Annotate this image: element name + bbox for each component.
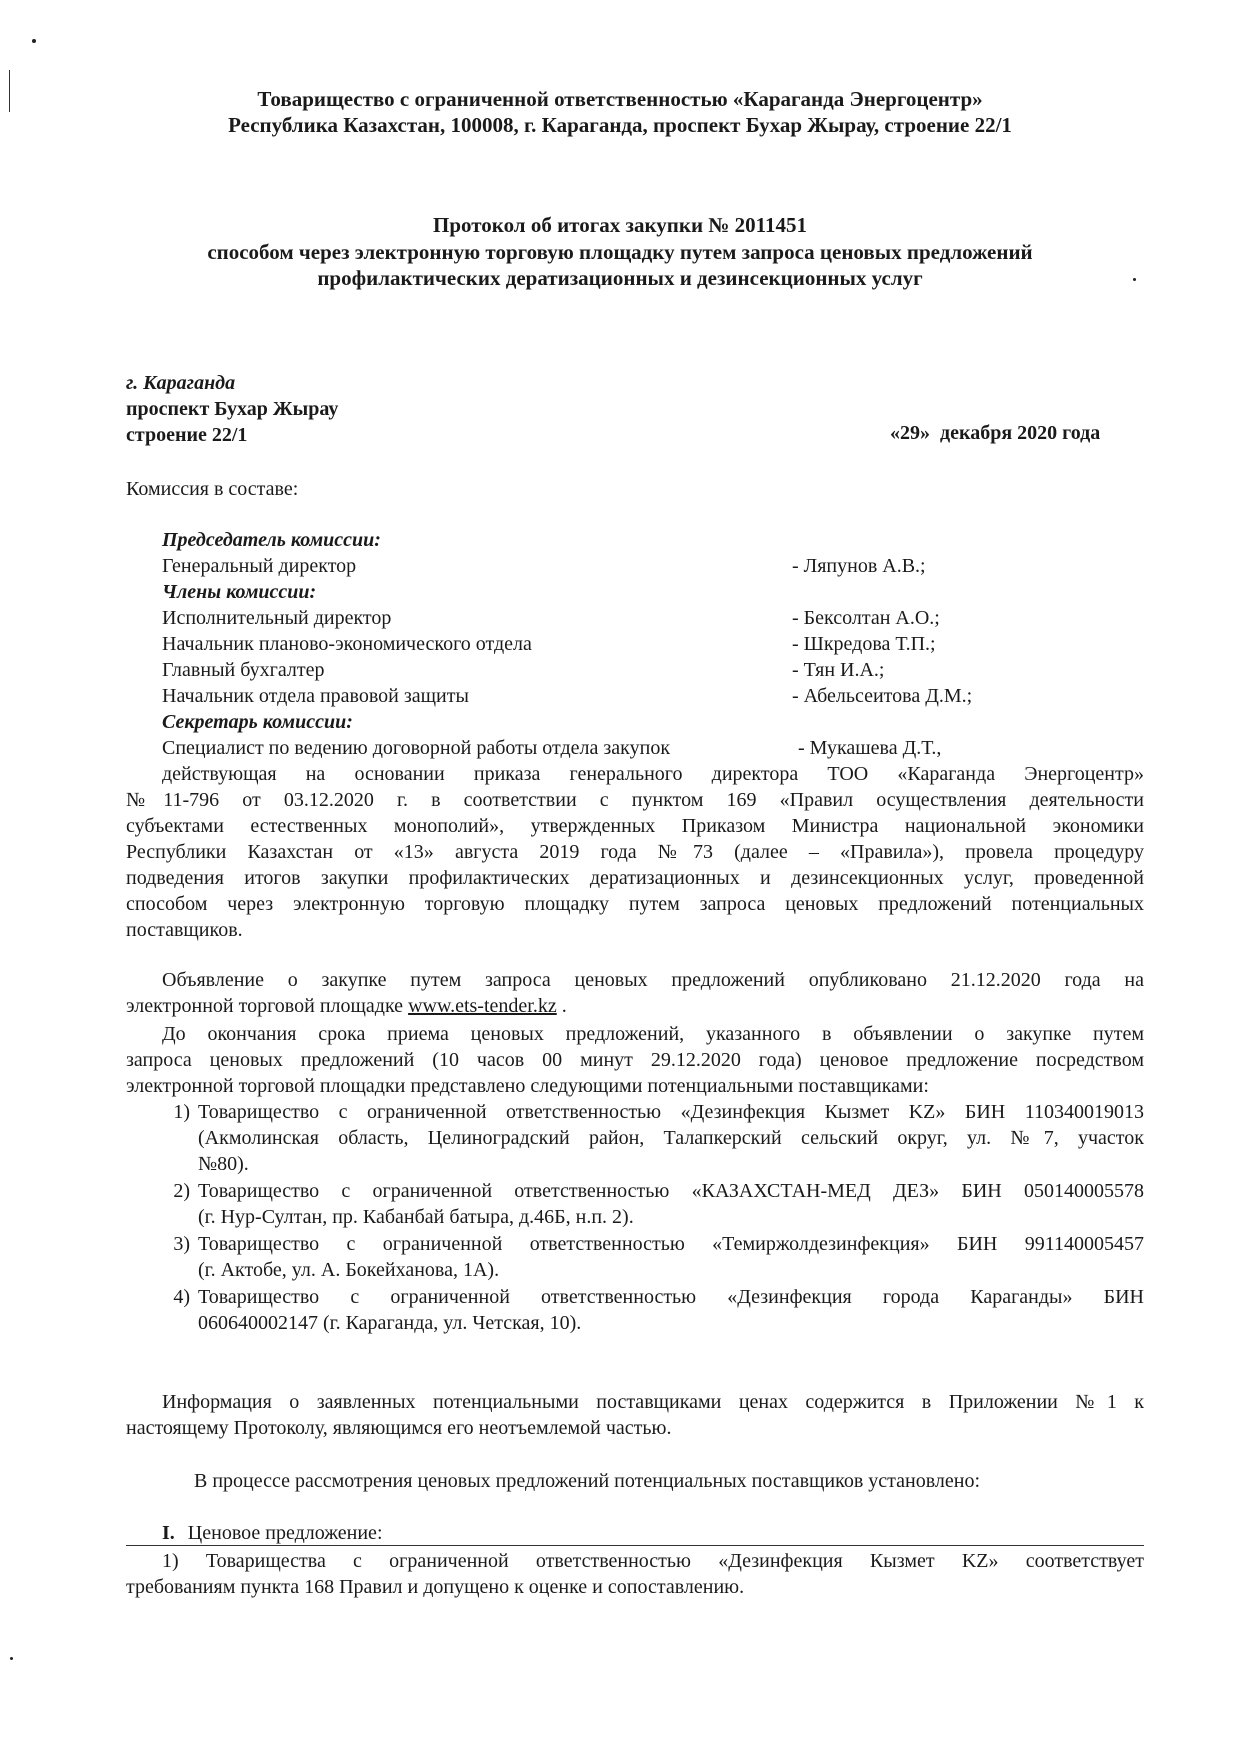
commission-member-position: Исполнительный директор: [162, 607, 392, 629]
supplier-line: (г. Нур-Султан, пр. Кабанбай батыра, д.46Б, н.п. 2).: [198, 1206, 634, 1228]
paragraph-line: субъектами естественных монополий», утвержденных Приказом Министра национальной экономики: [126, 815, 1144, 837]
scan-speck: [10, 1657, 13, 1660]
list-number: 4): [173, 1286, 190, 1308]
place-city: г. Караганда: [126, 372, 236, 394]
supplier-item: [160, 1178, 1144, 1230]
paragraph-line: Информация о заявленных потенциальными поставщиками ценах содержится в Приложении №1 к: [162, 1391, 1144, 1413]
supplier-item: [160, 1284, 1144, 1336]
announcement-text: электронной торговой площадке: [126, 995, 409, 1017]
commission-member-position: Специалист по ведению договорной работы отдела закупок: [162, 737, 671, 759]
commission-member-name: - Тян И.А.;: [792, 659, 885, 681]
chair-heading: Председатель комиссии:: [162, 529, 381, 551]
supplier-line: 060640002147 (г. Караганда, ул. Четская, 10).: [198, 1312, 582, 1334]
supplier-line: Товарищество с ограниченной ответственностью «Дезинфекция Кызмет KZ» БИН 110340019013: [198, 1101, 1144, 1123]
list-number: 3): [173, 1233, 190, 1255]
commission-member-name: - Мукашева Д.Т.,: [798, 737, 942, 759]
commission-member-position: Главный бухгалтер: [162, 659, 325, 681]
section-numeral: I.: [162, 1522, 175, 1544]
commission-member-position: Генеральный директор: [162, 555, 357, 577]
review-intro: В процессе рассмотрения ценовых предложений потенциальных поставщиков установлено:: [194, 1470, 980, 1492]
commission-member-position: Начальник отдела правовой защиты: [162, 685, 469, 707]
supplier-item: [160, 1231, 1144, 1283]
supplier-line: Товарищество с ограниченной ответственностью «Дезинфекция города Караганды» БИН: [198, 1286, 1144, 1308]
section-rule: [126, 1545, 1144, 1546]
commission-member-name: - Ляпунов А.В.;: [792, 555, 926, 577]
announcement-text: .: [556, 995, 567, 1017]
commission-member-name: - Шкредова Т.П.;: [792, 633, 936, 655]
members-heading: Члены комиссии:: [162, 581, 317, 603]
scan-speck: [32, 39, 36, 43]
commission-member-position: Начальник планово-экономического отдела: [162, 633, 532, 655]
deadline-paragraph: [126, 1021, 1144, 1099]
place-street: проспект Бухар Жырау: [126, 398, 339, 420]
paragraph-line: действующая на основании приказа генерального директора ТОО «Караганда Энергоцентр»: [162, 763, 1144, 785]
ets-tender-link[interactable]: www.ets-tender.kz: [408, 995, 557, 1017]
protocol-subtitle-line: профилактических дератизационных и дезинсекционных услуг: [317, 266, 923, 290]
paragraph-line: поставщиков.: [126, 919, 243, 941]
paragraph-line: настоящему Протоколу, являющимся его неотъемлемой частью.: [126, 1417, 672, 1439]
paragraph-line: №11-796 от 03.12.2020 г. в соответствии с пунктом 169 «Правил осуществления деятельности: [126, 789, 1144, 811]
paragraph-line: электронной торговой площадки представлено следующими потенциальными поставщиками:: [126, 1075, 929, 1097]
paragraph-line: Республики Казахстан от «13» августа 2019 года №73 (далее – «Правила»), провела процедуру: [126, 841, 1144, 863]
paragraph-line: Объявление о закупке путем запроса ценовых предложений опубликовано 21.12.2020 года на: [162, 969, 1144, 991]
protocol-subtitle-line: способом через электронную торговую площадку путем запроса ценовых предложений: [207, 240, 1033, 264]
commission-member-name: - Абельсеитова Д.М.;: [792, 685, 973, 707]
section-heading: [162, 1520, 383, 1546]
section-title: Ценовое предложение:: [187, 1522, 383, 1544]
supplier-line: (Акмолинская область, Целиноградский район, Талапкерский сельский округ, ул. №7, участок: [198, 1127, 1144, 1149]
paragraph-line: запроса ценовых предложений (10 часов 00 минут 29.12.2020 года) ценовое предложение посредством: [126, 1049, 1144, 1071]
supplier-line: Товарищество с ограниченной ответственностью «КАЗАХСТАН-МЕД ДЕЗ» БИН 050140005578: [198, 1180, 1144, 1202]
section-body: [126, 1548, 1144, 1600]
announcement-paragraph: [126, 967, 1144, 1019]
secretary-heading: Секретарь комиссии:: [162, 711, 353, 733]
list-number: 1): [173, 1101, 190, 1123]
place-building: строение 22/1: [126, 424, 248, 446]
commission-intro: Комиссия в составе:: [126, 478, 299, 500]
supplier-line: Товарищество с ограниченной ответственностью «Темиржолдезинфекция» БИН 991140005457: [198, 1233, 1144, 1255]
supplier-item: [160, 1099, 1144, 1177]
commission-member-name: - Бексолтан А.О.;: [792, 607, 940, 629]
protocol-date: «29» декабря 2020 года: [890, 422, 1101, 444]
basis-paragraph: [126, 761, 1144, 943]
paragraph-line: требованиям пункта 168 Правил и допущено к оценке и сопоставлению.: [126, 1576, 745, 1598]
org-address: Республика Казахстан, 100008, г. Караганда, проспект Бухар Жырау, строение 22/1: [228, 113, 1012, 137]
supplier-line: (г. Актобе, ул. А. Бокейханова, 1А).: [198, 1259, 500, 1281]
protocol-title: Протокол об итогах закупки № 2011451: [432, 213, 807, 237]
paragraph-line: До окончания срока приема ценовых предложений, указанного в объявлении о закупке путем: [162, 1023, 1144, 1045]
supplier-line: №80).: [198, 1153, 249, 1175]
prices-info-paragraph: [126, 1389, 1144, 1441]
paragraph-line: способом через электронную торговую площадку путем запроса ценовых предложений потенциальных: [126, 893, 1144, 915]
paragraph-line: подведения итогов закупки профилактических дератизационных и дезинсекционных услуг, проведенной: [126, 867, 1144, 889]
paragraph-line: 1) Товарищества с ограниченной ответственностью «Дезинфекция Кызмет KZ» соответствует: [162, 1550, 1144, 1572]
org-name: Товарищество с ограниченной ответственностью «Караганда Энергоцентр»: [257, 87, 983, 111]
paragraph-line: [126, 993, 1144, 1019]
list-number: 2): [173, 1180, 190, 1202]
